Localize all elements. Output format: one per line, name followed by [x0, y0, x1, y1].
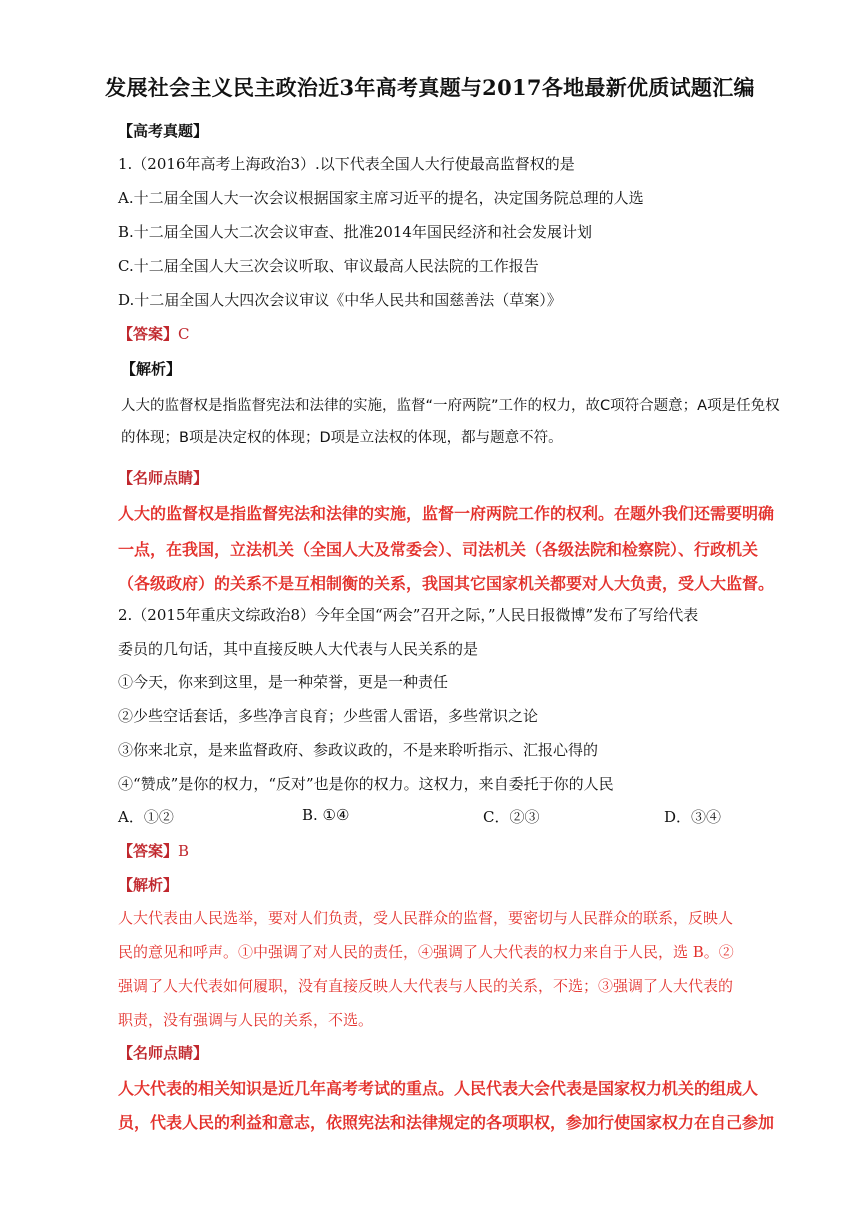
- q1-tip-line-1: 人大的监督权是指监督宪法和法律的实施，监督一府两院工作的权利。在题外我们还需要明确: [118, 504, 775, 523]
- q1-stem: 1.（2016年高考上海政治3）.以下代表全国人大行使最高监督权的是: [118, 155, 575, 173]
- q1-analysis-line-2: 的体现；B项是决定权的体现；D项是立法权的体现，都与题意不符。: [121, 430, 563, 446]
- q2-statement-3: ③你来北京，是来监督政府、参政议政的，不是来聆听指示、汇报心得的: [118, 741, 599, 759]
- q2-statement-2: ②少些空话套话，多些净言良育；少些雷人雷语，多些常识之论: [118, 707, 539, 725]
- q1-option-c: C.十二届全国人大三次会议听取、审议最高人民法院的工作报告: [118, 257, 539, 275]
- section-heading: 【高考真题】: [118, 122, 209, 140]
- q1-analysis-line-1: 人大的监督权是指监督宪法和法律的实施，监督“一府两院”工作的权力，故C项符合题意；A项是任免权: [121, 398, 780, 414]
- q2-tip-label: 【名师点睛】: [118, 1044, 209, 1062]
- q1-option-b: B.十二届全国人大二次会议审查、批准2014年国民经济和社会发展计划: [118, 223, 592, 241]
- q1-option-d: D.十二届全国人大四次会议审议《中华人民共和国慈善法（草案）》: [118, 291, 562, 309]
- q1-answer-label: 【答案】: [118, 325, 179, 343]
- q2-analysis-line-1: 人大代表由人民选举，要对人们负责，受人民群众的监督，要密切与人民群众的联系，反映人: [118, 909, 734, 927]
- q1-answer: [118, 323, 190, 344]
- q2-option-a: A．①②: [118, 808, 174, 826]
- q2-option-b: B. ①④: [302, 806, 350, 824]
- q2-answer-label: 【答案】: [118, 842, 179, 860]
- q2-stem-line-1: 2.（2015年重庆文综政治8）今年全国“两会”召开之际，”人民日报微博”发布了写给代表: [118, 606, 699, 624]
- page-title: 发展社会主义民主政治近3年高考真题与2017各地最新优质试题汇编: [105, 75, 755, 100]
- q2-answer-value: B: [178, 842, 190, 860]
- q2-option-d: D．③④: [664, 808, 722, 826]
- q2-tip-line-1: 人大代表的相关知识是近几年高考考试的重点。人民代表大会代表是国家权力机关的组成人: [118, 1079, 759, 1098]
- q1-tip-line-3: （各级政府）的关系不是互相制衡的关系，我国其它国家机关都要对人大负责，受人大监督。: [118, 574, 775, 593]
- q2-analysis-label: 【解析】: [118, 876, 179, 894]
- q2-answer: [118, 840, 189, 861]
- q2-analysis-line-3: 强调了人大代表如何履职，没有直接反映人大代表与人民的关系，不选；③强调了人大代表的: [118, 977, 734, 995]
- q2-stem-line-2: 委员的几句话，其中直接反映人大代表与人民关系的是: [118, 640, 479, 658]
- q1-answer-value: C: [178, 325, 190, 343]
- q2-tip-line-2: 员，代表人民的利益和意志，依照宪法和法律规定的各项职权，参加行使国家权力在自己参加: [118, 1113, 775, 1132]
- q2-option-c: C．②③: [483, 808, 540, 826]
- q1-tip-label: 【名师点睛】: [118, 469, 209, 487]
- q2-statement-4: ④“赞成”是你的权力，“反对”也是你的权力。这权力，来自委托于你的人民: [118, 775, 614, 793]
- q1-option-a: A.十二届全国人大一次会议根据国家主席习近平的提名，决定国务院总理的人选: [118, 189, 644, 207]
- q1-analysis-label: 【解析】: [121, 360, 182, 378]
- q2-analysis-line-4: 职责，没有强调与人民的关系，不选。: [118, 1011, 374, 1029]
- q2-analysis-line-2: 民的意见和呼声。①中强调了对人民的责任，④强调了人大代表的权力来自于人民，选 B。②: [118, 943, 734, 961]
- q1-tip-line-2: 一点，在我国，立法机关（全国人大及常委会）、司法机关（各级法院和检察院）、行政机关: [118, 540, 759, 559]
- q2-statement-1: ①今天，你来到这里，是一种荣誉，更是一种责任: [118, 673, 449, 691]
